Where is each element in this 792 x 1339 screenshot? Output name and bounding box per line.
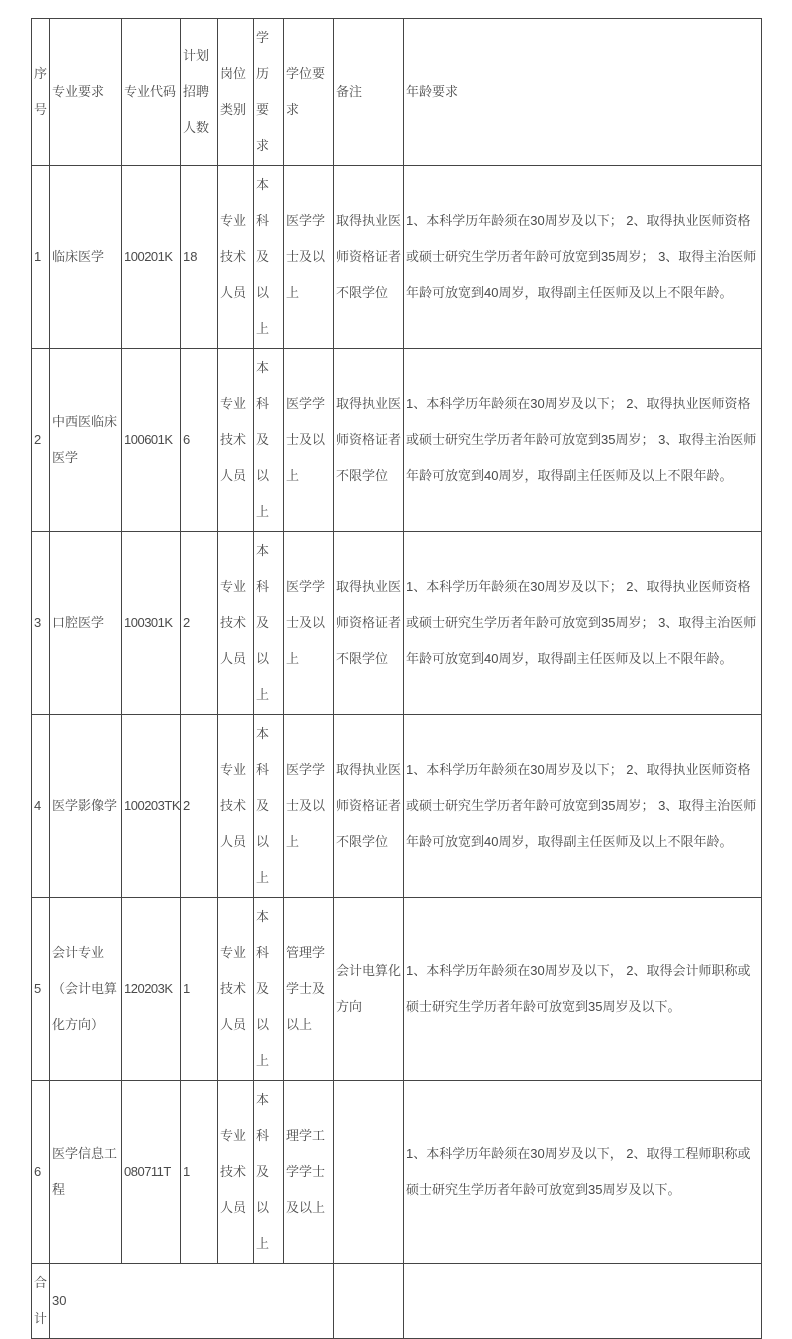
cell-education: 本科及以上: [254, 715, 284, 898]
cell-remark: 取得执业医师资格证者不限学位: [334, 532, 404, 715]
cell-no: 5: [32, 898, 50, 1081]
cell-category: 专业技术人员: [218, 166, 254, 349]
table-row: [32, 715, 762, 898]
cell-category: 专业技术人员: [218, 532, 254, 715]
header-cell-no: 序号: [32, 19, 50, 166]
cell-category: 专业技术人员: [218, 1081, 254, 1264]
total-age-cell: [404, 1264, 762, 1339]
cell-major: 会计专业（会计电算化方向）: [50, 898, 122, 1081]
cell-no: 2: [32, 349, 50, 532]
cell-category: 专业技术人员: [218, 898, 254, 1081]
cell-degree: 管理学学士及以上: [284, 898, 334, 1081]
cell-education: 本科及以上: [254, 1081, 284, 1264]
cell-no: 6: [32, 1081, 50, 1264]
cell-code: 120203K: [122, 898, 181, 1081]
header-cell-major: 专业要求: [50, 19, 122, 166]
cell-count: 2: [181, 532, 218, 715]
cell-remark: 会计电算化方向: [334, 898, 404, 1081]
cell-count: 18: [181, 166, 218, 349]
cell-code: 100601K: [122, 349, 181, 532]
table-row: [32, 898, 762, 1081]
cell-education: 本科及以上: [254, 349, 284, 532]
cell-remark: [334, 1081, 404, 1264]
cell-count: 2: [181, 715, 218, 898]
cell-degree: 理学工学学士及以上: [284, 1081, 334, 1264]
cell-count: 1: [181, 898, 218, 1081]
header-cell-category: 岗位类别: [218, 19, 254, 166]
table-row: [32, 349, 762, 532]
cell-code: 100201K: [122, 166, 181, 349]
cell-degree: 医学学士及以上: [284, 532, 334, 715]
cell-remark: 取得执业医师资格证者不限学位: [334, 715, 404, 898]
header-cell-education: 学历要求: [254, 19, 284, 166]
recruitment-table: [31, 18, 762, 1339]
cell-no: 3: [32, 532, 50, 715]
header-cell-count: 计划招聘人数: [181, 19, 218, 166]
cell-education: 本科及以上: [254, 532, 284, 715]
total-row: [32, 1264, 762, 1339]
cell-code: 080711T: [122, 1081, 181, 1264]
cell-education: 本科及以上: [254, 898, 284, 1081]
cell-age: 1、本科学历年龄须在30周岁及以下； 2、取得执业医师资格或硕士研究生学历者年龄可放宽到35周岁； 3、取得主治医师年龄可放宽到40周岁，取得副主任医师及以上不限年龄。: [404, 349, 762, 532]
cell-code: 100301K: [122, 532, 181, 715]
cell-no: 1: [32, 166, 50, 349]
cell-major: 临床医学: [50, 166, 122, 349]
table-row: [32, 532, 762, 715]
cell-education: 本科及以上: [254, 166, 284, 349]
cell-degree: 医学学士及以上: [284, 166, 334, 349]
cell-degree: 医学学士及以上: [284, 715, 334, 898]
cell-major: 口腔医学: [50, 532, 122, 715]
cell-major: 医学信息工程: [50, 1081, 122, 1264]
cell-remark: 取得执业医师资格证者不限学位: [334, 166, 404, 349]
cell-age: 1、本科学历年龄须在30周岁及以下； 2、取得执业医师资格或硕士研究生学历者年龄可放宽到35周岁； 3、取得主治医师年龄可放宽到40周岁，取得副主任医师及以上不限年龄。: [404, 532, 762, 715]
total-value-cell: 30: [50, 1264, 334, 1339]
cell-degree: 医学学士及以上: [284, 349, 334, 532]
cell-age: 1、本科学历年龄须在30周岁及以下； 2、取得执业医师资格或硕士研究生学历者年龄可放宽到35周岁； 3、取得主治医师年龄可放宽到40周岁，取得副主任医师及以上不限年龄。: [404, 715, 762, 898]
table-row: [32, 1081, 762, 1264]
cell-count: 6: [181, 349, 218, 532]
cell-code: 100203TK: [122, 715, 181, 898]
cell-remark: 取得执业医师资格证者不限学位: [334, 349, 404, 532]
cell-age: 1、本科学历年龄须在30周岁及以下； 2、取得执业医师资格或硕士研究生学历者年龄可放宽到35周岁； 3、取得主治医师年龄可放宽到40周岁，取得副主任医师及以上不限年龄。: [404, 166, 762, 349]
cell-category: 专业技术人员: [218, 715, 254, 898]
cell-count: 1: [181, 1081, 218, 1264]
table-row: [32, 166, 762, 349]
cell-age: 1、本科学历年龄须在30周岁及以下， 2、取得会计师职称或硕士研究生学历者年龄可放宽到35周岁及以下。: [404, 898, 762, 1081]
cell-major: 医学影像学: [50, 715, 122, 898]
total-label-cell: 合计: [32, 1264, 50, 1339]
header-row: [32, 19, 762, 166]
total-remark-cell: [334, 1264, 404, 1339]
header-cell-code: 专业代码: [122, 19, 181, 166]
header-cell-degree: 学位要求: [284, 19, 334, 166]
cell-category: 专业技术人员: [218, 349, 254, 532]
header-cell-remark: 备注: [334, 19, 404, 166]
cell-age: 1、本科学历年龄须在30周岁及以下， 2、取得工程师职称或硕士研究生学历者年龄可放宽到35周岁及以下。: [404, 1081, 762, 1264]
cell-major: 中西医临床医学: [50, 349, 122, 532]
header-cell-age: 年龄要求: [404, 19, 762, 166]
cell-no: 4: [32, 715, 50, 898]
